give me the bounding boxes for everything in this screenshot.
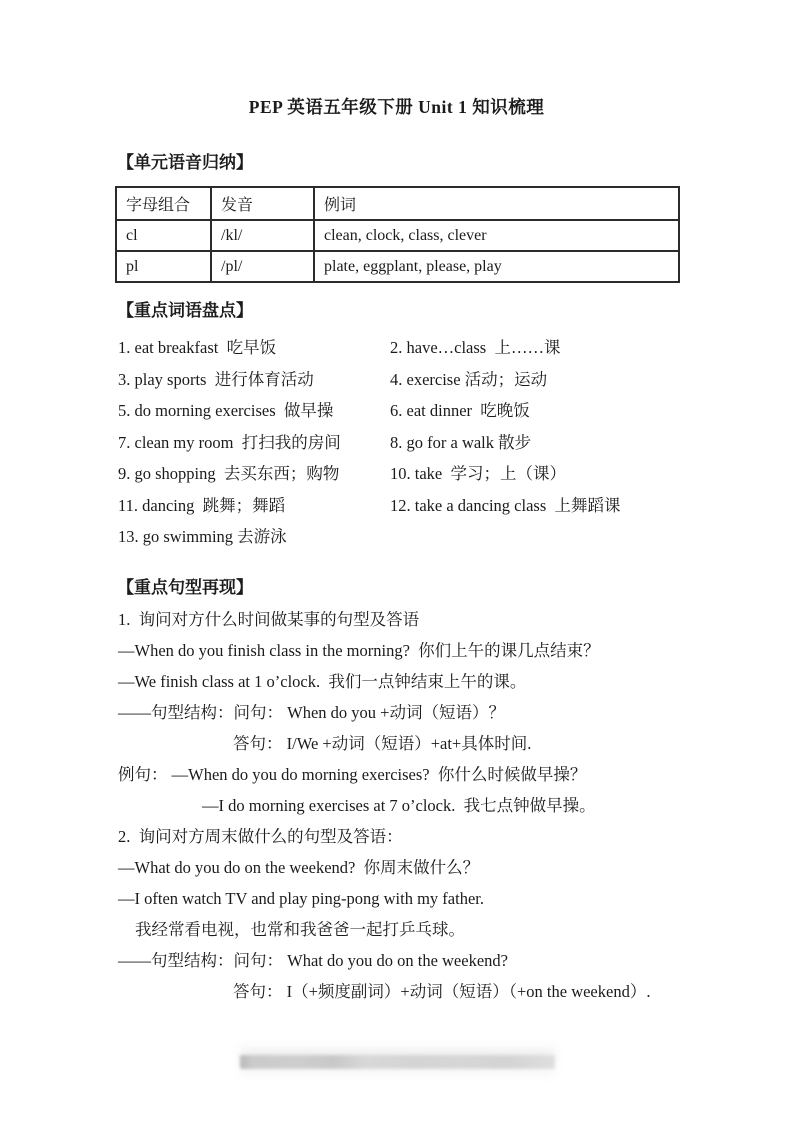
table-cell-examples: clean, clock, class, clever <box>314 220 679 251</box>
sentence-line: 我经常看电视，也常和我爸爸一起打乒乓球。 <box>135 920 465 939</box>
phonics-section-heading: 【单元语音归纳】 <box>117 153 253 172</box>
table-header-examples: 例词 <box>314 187 679 220</box>
sentence-section-heading: 【重点句型再现】 <box>117 578 253 597</box>
sentence-line: 1. 询问对方什么时间做某事的句型及答语 <box>118 610 420 629</box>
vocab-row <box>118 458 683 490</box>
sentence-line: —What do you do on the weekend? 你周末做什么？ <box>118 858 480 877</box>
vocab-item: 4. exercise 活动；运动 <box>390 369 548 389</box>
sentence-line: 例句： —When do you do morning exercises? 你什么时候做早操？ <box>118 765 587 784</box>
vocab-row <box>118 364 683 396</box>
vocab-item <box>390 521 683 553</box>
vocab-row <box>118 490 683 522</box>
vocab-item: 1. eat breakfast 吃早饭 <box>118 338 277 357</box>
table-header-sound: 发音 <box>211 187 314 220</box>
phonics-table <box>115 186 680 283</box>
vocab-item: 6. eat dinner 吃晚饭 <box>390 401 530 420</box>
sentence-line: ——句型结构：问句： What do you do on the weekend? <box>118 951 508 970</box>
vocab-row <box>118 395 683 427</box>
vocab-item: 11. dancing 跳舞；舞蹈 <box>118 495 286 515</box>
table-cell-sound: /kl/ <box>211 220 314 251</box>
vocab-item: 8. go for a walk 散步 <box>390 432 532 452</box>
vocab-row <box>118 332 683 364</box>
vocabulary-section-heading: 【重点词语盘点】 <box>117 301 253 320</box>
vocab-item: 12. take a dancing class 上舞蹈课 <box>390 495 621 515</box>
sentence-line: —I often watch TV and play ping-pong with my father. <box>118 889 484 908</box>
table-cell-letters: pl <box>116 251 211 282</box>
vocabulary-list <box>118 332 683 553</box>
sentence-pattern-list <box>118 604 688 1007</box>
phonics-table-header-row <box>116 187 679 220</box>
vocab-item: 9. go shopping 去买东西；购物 <box>118 464 340 483</box>
phonics-table-row <box>116 251 679 282</box>
table-cell-examples: plate, eggplant, please, play <box>314 251 679 282</box>
sentence-line: 2. 询问对方周末做什么的句型及答语： <box>118 827 403 846</box>
phonics-table-row <box>116 220 679 251</box>
vocab-row <box>118 521 683 553</box>
document-title: PEP 英语五年级下册 Unit 1 知识梳理 <box>248 97 545 117</box>
vocab-item: 2. have…class 上……课 <box>390 338 561 357</box>
vocab-item: 13. go swimming 去游泳 <box>118 527 287 546</box>
vocab-item: 10. take 学习；上（课） <box>390 464 566 483</box>
table-cell-letters: cl <box>116 220 211 251</box>
vocab-row <box>118 427 683 459</box>
sentence-line: 答句： I（+频度副词）+动词（短语）（+on the weekend）. <box>233 982 651 1001</box>
sentence-line: —We finish class at 1 o’clock. 我们一点钟结束上午的课。 <box>118 672 527 691</box>
vocab-item: 3. play sports 进行体育活动 <box>118 369 314 389</box>
sentence-line: 答句： I/We +动词（短语）+at+具体时间. <box>233 734 532 753</box>
sentence-line: ——句型结构：问句： When do you +动词（短语）？ <box>118 703 505 722</box>
table-cell-sound: /pl/ <box>211 251 314 282</box>
table-header-letters: 字母组合 <box>116 187 211 220</box>
vocab-item: 5. do morning exercises 做早操 <box>118 401 334 420</box>
blurred-watermark-smudge <box>240 1055 555 1069</box>
sentence-line: —I do morning exercises at 7 o’clock. 我七点钟做早操。 <box>202 796 596 815</box>
vocab-item: 7. clean my room 打扫我的房间 <box>118 432 341 452</box>
sentence-line: —When do you finish class in the morning? 你们上午的课几点结束？ <box>118 641 600 660</box>
